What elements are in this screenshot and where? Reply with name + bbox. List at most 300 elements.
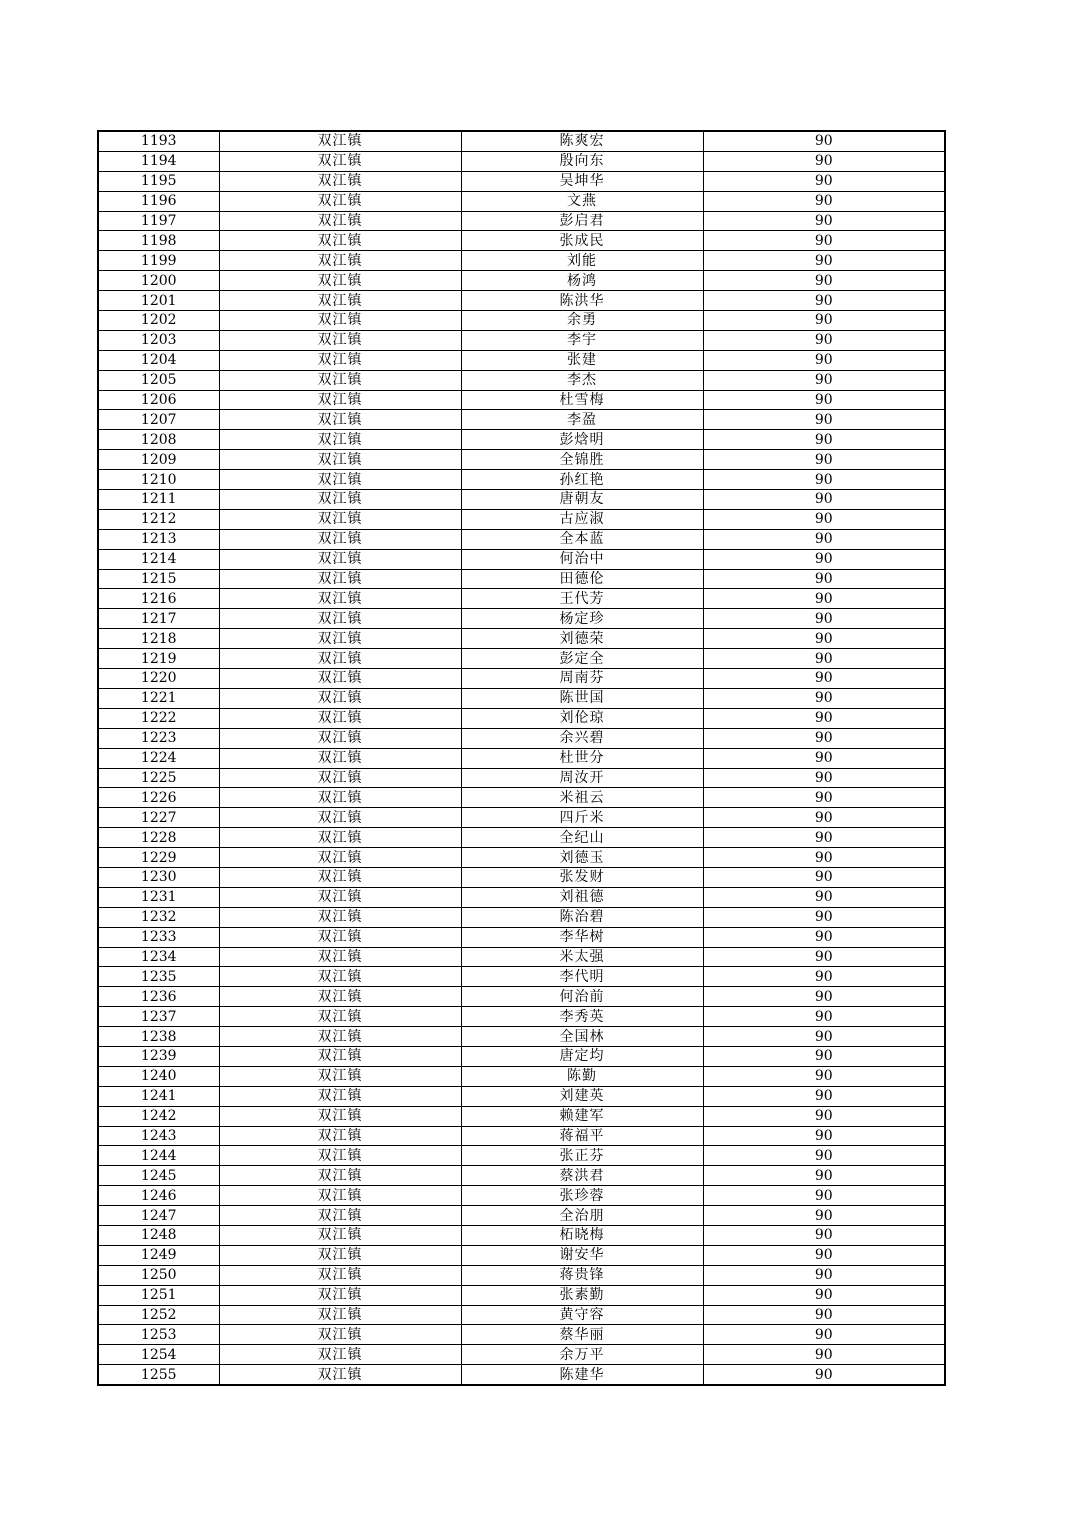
- row-number-cell: 1207: [98, 410, 219, 430]
- town-cell: 双江镇: [219, 848, 461, 868]
- row-number-cell: 1220: [98, 669, 219, 689]
- town-cell: 双江镇: [219, 987, 461, 1007]
- row-number-cell: 1215: [98, 569, 219, 589]
- score-cell: 90: [703, 788, 945, 808]
- person-name-cell: 赖建军: [461, 1106, 703, 1126]
- person-name-cell: 殷向东: [461, 151, 703, 171]
- table-row: [98, 569, 945, 589]
- town-cell: 双江镇: [219, 589, 461, 609]
- table-row: [98, 669, 945, 689]
- town-cell: 双江镇: [219, 688, 461, 708]
- person-name-cell: 陈治碧: [461, 907, 703, 927]
- person-name-cell: 刘德玉: [461, 848, 703, 868]
- person-name-cell: 唐定均: [461, 1046, 703, 1066]
- row-number-cell: 1225: [98, 768, 219, 788]
- score-cell: 90: [703, 1225, 945, 1245]
- town-cell: 双江镇: [219, 728, 461, 748]
- table-row: [98, 1086, 945, 1106]
- table-row: [98, 808, 945, 828]
- table-row: [98, 867, 945, 887]
- town-cell: 双江镇: [219, 370, 461, 390]
- person-name-cell: 孙红艳: [461, 470, 703, 490]
- person-name-cell: 彭启君: [461, 211, 703, 231]
- score-cell: 90: [703, 1086, 945, 1106]
- table-row: [98, 151, 945, 171]
- score-cell: 90: [703, 1166, 945, 1186]
- row-number-cell: 1201: [98, 291, 219, 311]
- table-row: [98, 271, 945, 291]
- score-cell: 90: [703, 171, 945, 191]
- person-name-cell: 李杰: [461, 370, 703, 390]
- person-name-cell: 李代明: [461, 967, 703, 987]
- table-row: [98, 1186, 945, 1206]
- table-row: [98, 490, 945, 510]
- row-number-cell: 1233: [98, 927, 219, 947]
- table-row: [98, 291, 945, 311]
- table-row: [98, 350, 945, 370]
- score-cell: 90: [703, 1365, 945, 1385]
- score-cell: 90: [703, 410, 945, 430]
- score-cell: 90: [703, 549, 945, 569]
- town-cell: 双江镇: [219, 1146, 461, 1166]
- person-name-cell: 张成民: [461, 231, 703, 251]
- table-row: [98, 1066, 945, 1086]
- table-body: [98, 131, 945, 1385]
- score-cell: 90: [703, 529, 945, 549]
- table-row: [98, 1265, 945, 1285]
- town-cell: 双江镇: [219, 191, 461, 211]
- row-number-cell: 1245: [98, 1166, 219, 1186]
- row-number-cell: 1232: [98, 907, 219, 927]
- table-row: [98, 470, 945, 490]
- table-row: [98, 191, 945, 211]
- score-cell: 90: [703, 768, 945, 788]
- table-row: [98, 529, 945, 549]
- person-name-cell: 古应淑: [461, 509, 703, 529]
- person-name-cell: 陈勤: [461, 1066, 703, 1086]
- table-row: [98, 330, 945, 350]
- score-cell: 90: [703, 311, 945, 331]
- score-cell: 90: [703, 1046, 945, 1066]
- row-number-cell: 1218: [98, 629, 219, 649]
- town-cell: 双江镇: [219, 967, 461, 987]
- score-cell: 90: [703, 828, 945, 848]
- person-name-cell: 黄守容: [461, 1305, 703, 1325]
- score-cell: 90: [703, 350, 945, 370]
- town-cell: 双江镇: [219, 808, 461, 828]
- town-cell: 双江镇: [219, 509, 461, 529]
- row-number-cell: 1236: [98, 987, 219, 1007]
- score-cell: 90: [703, 1186, 945, 1206]
- table-row: [98, 907, 945, 927]
- row-number-cell: 1247: [98, 1206, 219, 1226]
- town-cell: 双江镇: [219, 490, 461, 510]
- row-number-cell: 1217: [98, 609, 219, 629]
- person-name-cell: 陈洪华: [461, 291, 703, 311]
- score-cell: 90: [703, 569, 945, 589]
- table-row: [98, 1046, 945, 1066]
- row-number-cell: 1216: [98, 589, 219, 609]
- town-cell: 双江镇: [219, 629, 461, 649]
- table-row: [98, 768, 945, 788]
- town-cell: 双江镇: [219, 1285, 461, 1305]
- row-number-cell: 1224: [98, 748, 219, 768]
- person-name-cell: 陈世国: [461, 688, 703, 708]
- town-cell: 双江镇: [219, 450, 461, 470]
- table-row: [98, 629, 945, 649]
- town-cell: 双江镇: [219, 1046, 461, 1066]
- table-row: [98, 708, 945, 728]
- town-cell: 双江镇: [219, 788, 461, 808]
- person-name-cell: 刘建英: [461, 1086, 703, 1106]
- score-cell: 90: [703, 390, 945, 410]
- table-row: [98, 728, 945, 748]
- person-name-cell: 王代芳: [461, 589, 703, 609]
- person-name-cell: 全锦胜: [461, 450, 703, 470]
- person-name-cell: 李宇: [461, 330, 703, 350]
- row-number-cell: 1206: [98, 390, 219, 410]
- row-number-cell: 1243: [98, 1126, 219, 1146]
- row-number-cell: 1199: [98, 251, 219, 271]
- score-cell: 90: [703, 1007, 945, 1027]
- table-row: [98, 927, 945, 947]
- score-cell: 90: [703, 1027, 945, 1047]
- table-row: [98, 788, 945, 808]
- person-name-cell: 田德伦: [461, 569, 703, 589]
- table-row: [98, 430, 945, 450]
- score-cell: 90: [703, 669, 945, 689]
- town-cell: 双江镇: [219, 430, 461, 450]
- town-cell: 双江镇: [219, 907, 461, 927]
- table-row: [98, 1365, 945, 1385]
- score-cell: 90: [703, 251, 945, 271]
- town-cell: 双江镇: [219, 1106, 461, 1126]
- town-cell: 双江镇: [219, 549, 461, 569]
- town-cell: 双江镇: [219, 171, 461, 191]
- town-cell: 双江镇: [219, 231, 461, 251]
- table-row: [98, 211, 945, 231]
- score-cell: 90: [703, 688, 945, 708]
- person-name-cell: 何治中: [461, 549, 703, 569]
- table-row: [98, 251, 945, 271]
- row-number-cell: 1226: [98, 788, 219, 808]
- person-name-cell: 余万平: [461, 1345, 703, 1365]
- person-name-cell: 陈建华: [461, 1365, 703, 1385]
- table-row: [98, 1325, 945, 1345]
- row-number-cell: 1205: [98, 370, 219, 390]
- table-row: [98, 1146, 945, 1166]
- town-cell: 双江镇: [219, 1365, 461, 1385]
- town-cell: 双江镇: [219, 311, 461, 331]
- person-name-cell: 杜世分: [461, 748, 703, 768]
- score-cell: 90: [703, 1126, 945, 1146]
- row-number-cell: 1214: [98, 549, 219, 569]
- row-number-cell: 1254: [98, 1345, 219, 1365]
- score-cell: 90: [703, 1345, 945, 1365]
- person-name-cell: 张珍蓉: [461, 1186, 703, 1206]
- town-cell: 双江镇: [219, 211, 461, 231]
- town-cell: 双江镇: [219, 529, 461, 549]
- town-cell: 双江镇: [219, 1027, 461, 1047]
- table-row: [98, 1345, 945, 1365]
- row-number-cell: 1200: [98, 271, 219, 291]
- town-cell: 双江镇: [219, 1206, 461, 1226]
- town-cell: 双江镇: [219, 1186, 461, 1206]
- person-name-cell: 唐朝友: [461, 490, 703, 510]
- row-number-cell: 1193: [98, 131, 219, 151]
- town-cell: 双江镇: [219, 748, 461, 768]
- row-number-cell: 1242: [98, 1106, 219, 1126]
- score-cell: 90: [703, 649, 945, 669]
- table-row: [98, 131, 945, 151]
- person-name-cell: 张发财: [461, 867, 703, 887]
- table-row: [98, 450, 945, 470]
- score-cell: 90: [703, 430, 945, 450]
- person-name-cell: 全国林: [461, 1027, 703, 1047]
- person-name-cell: 米祖云: [461, 788, 703, 808]
- town-cell: 双江镇: [219, 649, 461, 669]
- person-name-cell: 杜雪梅: [461, 390, 703, 410]
- score-cell: 90: [703, 370, 945, 390]
- table-row: [98, 549, 945, 569]
- person-name-cell: 吴坤华: [461, 171, 703, 191]
- row-number-cell: 1195: [98, 171, 219, 191]
- score-cell: 90: [703, 887, 945, 907]
- person-name-cell: 余勇: [461, 311, 703, 331]
- town-cell: 双江镇: [219, 410, 461, 430]
- town-cell: 双江镇: [219, 609, 461, 629]
- town-cell: 双江镇: [219, 131, 461, 151]
- score-cell: 90: [703, 151, 945, 171]
- person-name-cell: 何治前: [461, 987, 703, 1007]
- table-row: [98, 649, 945, 669]
- town-cell: 双江镇: [219, 1325, 461, 1345]
- score-cell: 90: [703, 947, 945, 967]
- score-cell: 90: [703, 1146, 945, 1166]
- person-name-cell: 李盈: [461, 410, 703, 430]
- row-number-cell: 1197: [98, 211, 219, 231]
- table-row: [98, 1166, 945, 1186]
- row-number-cell: 1196: [98, 191, 219, 211]
- table-row: [98, 1245, 945, 1265]
- row-number-cell: 1251: [98, 1285, 219, 1305]
- town-cell: 双江镇: [219, 927, 461, 947]
- row-number-cell: 1238: [98, 1027, 219, 1047]
- table-row: [98, 828, 945, 848]
- town-cell: 双江镇: [219, 1245, 461, 1265]
- town-cell: 双江镇: [219, 708, 461, 728]
- row-number-cell: 1234: [98, 947, 219, 967]
- row-number-cell: 1244: [98, 1146, 219, 1166]
- table-row: [98, 231, 945, 251]
- row-number-cell: 1222: [98, 708, 219, 728]
- score-cell: 90: [703, 748, 945, 768]
- person-name-cell: 蔡洪君: [461, 1166, 703, 1186]
- person-name-cell: 张建: [461, 350, 703, 370]
- table-row: [98, 390, 945, 410]
- table-row: [98, 589, 945, 609]
- table-row: [98, 1305, 945, 1325]
- score-cell: 90: [703, 191, 945, 211]
- town-cell: 双江镇: [219, 251, 461, 271]
- town-cell: 双江镇: [219, 828, 461, 848]
- town-cell: 双江镇: [219, 330, 461, 350]
- row-number-cell: 1229: [98, 848, 219, 868]
- person-name-cell: 蒋福平: [461, 1126, 703, 1146]
- score-cell: 90: [703, 1265, 945, 1285]
- row-number-cell: 1209: [98, 450, 219, 470]
- table-row: [98, 967, 945, 987]
- score-cell: 90: [703, 1106, 945, 1126]
- person-name-cell: 蔡华丽: [461, 1325, 703, 1345]
- score-cell: 90: [703, 867, 945, 887]
- person-name-cell: 全治朋: [461, 1206, 703, 1226]
- person-name-cell: 李华树: [461, 927, 703, 947]
- score-cell: 90: [703, 231, 945, 251]
- score-cell: 90: [703, 211, 945, 231]
- person-name-cell: 刘祖德: [461, 887, 703, 907]
- score-cell: 90: [703, 808, 945, 828]
- score-cell: 90: [703, 291, 945, 311]
- score-cell: 90: [703, 609, 945, 629]
- row-number-cell: 1221: [98, 688, 219, 708]
- score-cell: 90: [703, 848, 945, 868]
- town-cell: 双江镇: [219, 867, 461, 887]
- person-name-cell: 四斤米: [461, 808, 703, 828]
- row-number-cell: 1252: [98, 1305, 219, 1325]
- table-row: [98, 848, 945, 868]
- person-name-cell: 刘伦琼: [461, 708, 703, 728]
- score-cell: 90: [703, 450, 945, 470]
- person-name-cell: 陈爽宏: [461, 131, 703, 151]
- person-name-cell: 张正芬: [461, 1146, 703, 1166]
- town-cell: 双江镇: [219, 1066, 461, 1086]
- row-number-cell: 1203: [98, 330, 219, 350]
- town-cell: 双江镇: [219, 271, 461, 291]
- table-row: [98, 509, 945, 529]
- person-name-cell: 柘晓梅: [461, 1225, 703, 1245]
- score-cell: 90: [703, 907, 945, 927]
- person-name-cell: 米太强: [461, 947, 703, 967]
- score-cell: 90: [703, 589, 945, 609]
- person-name-cell: 余兴碧: [461, 728, 703, 748]
- town-cell: 双江镇: [219, 947, 461, 967]
- score-cell: 90: [703, 131, 945, 151]
- table-row: [98, 311, 945, 331]
- table-row: [98, 987, 945, 1007]
- row-number-cell: 1239: [98, 1046, 219, 1066]
- person-name-cell: 张素勤: [461, 1285, 703, 1305]
- row-number-cell: 1204: [98, 350, 219, 370]
- data-table: [97, 130, 946, 1386]
- score-cell: 90: [703, 509, 945, 529]
- score-cell: 90: [703, 1066, 945, 1086]
- town-cell: 双江镇: [219, 887, 461, 907]
- row-number-cell: 1249: [98, 1245, 219, 1265]
- town-cell: 双江镇: [219, 291, 461, 311]
- table-row: [98, 1027, 945, 1047]
- row-number-cell: 1227: [98, 808, 219, 828]
- person-name-cell: 全纪山: [461, 828, 703, 848]
- score-cell: 90: [703, 708, 945, 728]
- row-number-cell: 1208: [98, 430, 219, 450]
- table-row: [98, 1126, 945, 1146]
- score-cell: 90: [703, 927, 945, 947]
- row-number-cell: 1253: [98, 1325, 219, 1345]
- table-row: [98, 370, 945, 390]
- score-cell: 90: [703, 1206, 945, 1226]
- row-number-cell: 1228: [98, 828, 219, 848]
- town-cell: 双江镇: [219, 1345, 461, 1365]
- town-cell: 双江镇: [219, 1126, 461, 1146]
- row-number-cell: 1223: [98, 728, 219, 748]
- row-number-cell: 1211: [98, 490, 219, 510]
- row-number-cell: 1237: [98, 1007, 219, 1027]
- row-number-cell: 1213: [98, 529, 219, 549]
- town-cell: 双江镇: [219, 470, 461, 490]
- score-cell: 90: [703, 1325, 945, 1345]
- town-cell: 双江镇: [219, 768, 461, 788]
- score-cell: 90: [703, 629, 945, 649]
- town-cell: 双江镇: [219, 669, 461, 689]
- row-number-cell: 1212: [98, 509, 219, 529]
- person-name-cell: 蒋贵锋: [461, 1265, 703, 1285]
- town-cell: 双江镇: [219, 1225, 461, 1245]
- table-row: [98, 688, 945, 708]
- row-number-cell: 1202: [98, 311, 219, 331]
- table-row: [98, 410, 945, 430]
- row-number-cell: 1235: [98, 967, 219, 987]
- town-cell: 双江镇: [219, 390, 461, 410]
- table-row: [98, 609, 945, 629]
- row-number-cell: 1248: [98, 1225, 219, 1245]
- town-cell: 双江镇: [219, 1305, 461, 1325]
- town-cell: 双江镇: [219, 151, 461, 171]
- row-number-cell: 1255: [98, 1365, 219, 1385]
- row-number-cell: 1198: [98, 231, 219, 251]
- table-row: [98, 1285, 945, 1305]
- score-cell: 90: [703, 490, 945, 510]
- person-name-cell: 周南芬: [461, 669, 703, 689]
- score-cell: 90: [703, 1285, 945, 1305]
- table-row: [98, 947, 945, 967]
- score-cell: 90: [703, 1305, 945, 1325]
- person-name-cell: 李秀英: [461, 1007, 703, 1027]
- score-cell: 90: [703, 470, 945, 490]
- table-row: [98, 1206, 945, 1226]
- person-name-cell: 刘德荣: [461, 629, 703, 649]
- person-name-cell: 文燕: [461, 191, 703, 211]
- person-name-cell: 周汝开: [461, 768, 703, 788]
- person-name-cell: 彭焓明: [461, 430, 703, 450]
- score-cell: 90: [703, 728, 945, 748]
- row-number-cell: 1241: [98, 1086, 219, 1106]
- person-name-cell: 杨鸿: [461, 271, 703, 291]
- row-number-cell: 1210: [98, 470, 219, 490]
- town-cell: 双江镇: [219, 350, 461, 370]
- score-cell: 90: [703, 330, 945, 350]
- row-number-cell: 1250: [98, 1265, 219, 1285]
- row-number-cell: 1219: [98, 649, 219, 669]
- row-number-cell: 1194: [98, 151, 219, 171]
- person-name-cell: 全本蓝: [461, 529, 703, 549]
- table-row: [98, 1007, 945, 1027]
- person-name-cell: 刘能: [461, 251, 703, 271]
- town-cell: 双江镇: [219, 1007, 461, 1027]
- score-cell: 90: [703, 1245, 945, 1265]
- row-number-cell: 1230: [98, 867, 219, 887]
- row-number-cell: 1231: [98, 887, 219, 907]
